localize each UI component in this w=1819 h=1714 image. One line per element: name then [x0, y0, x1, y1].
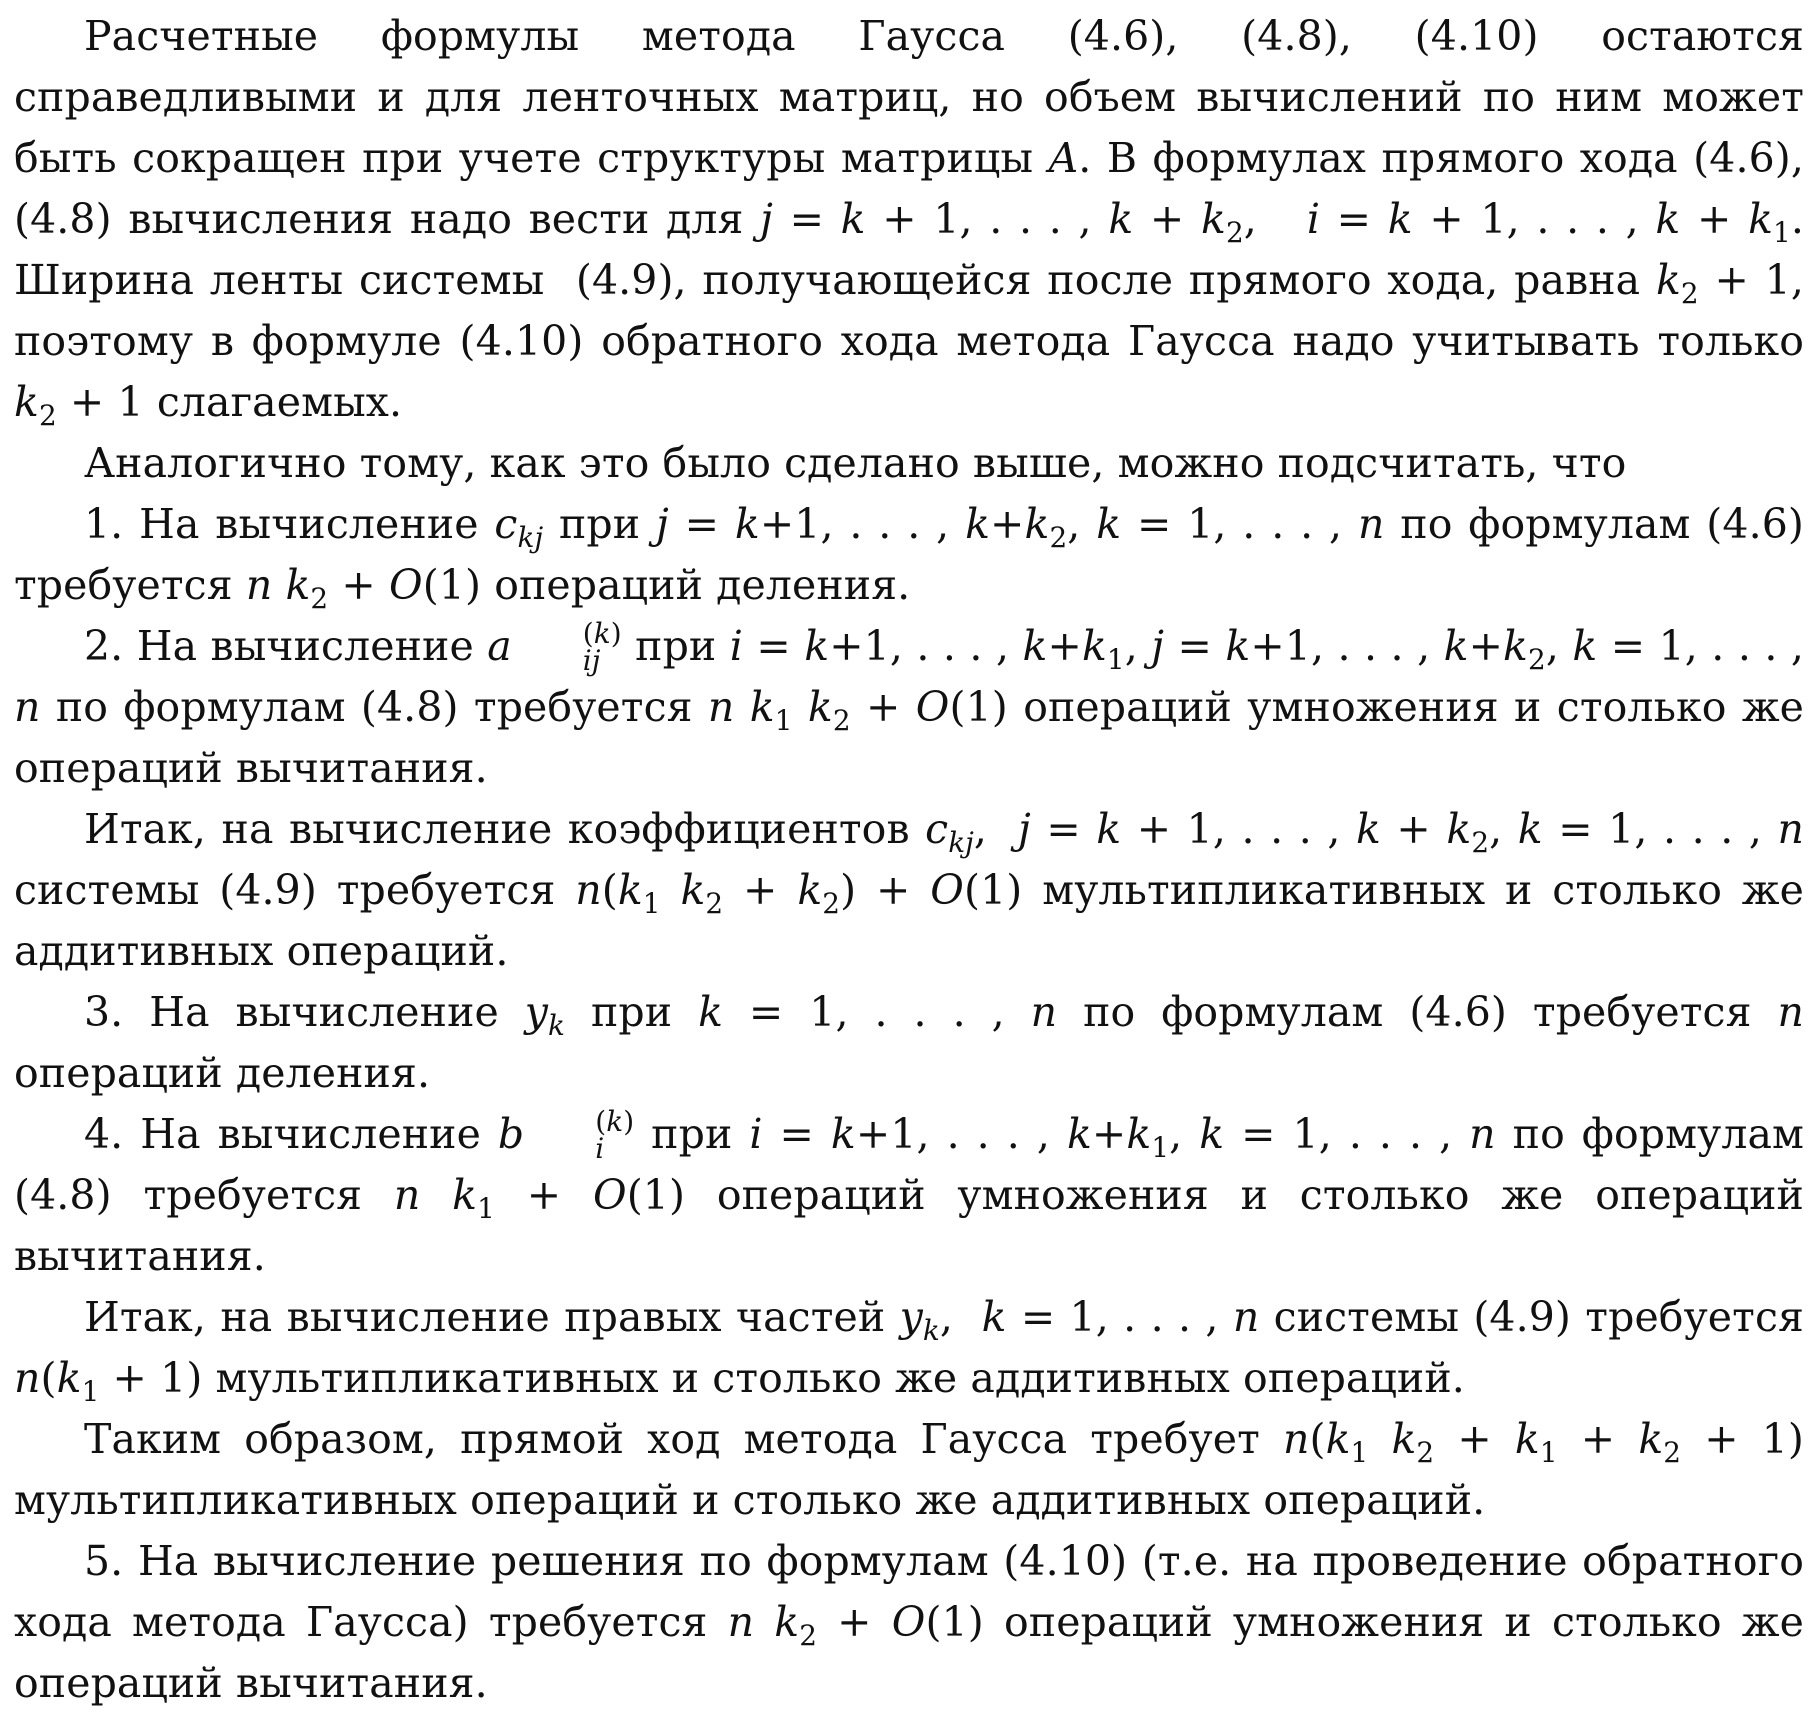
paragraph-item-4: 4. На вычисление b (k) i при i = k+1, . . . , $k+k_1$, k = 1, . . . , n по формулам (4.8) требуется n $k_1 + O(1)$ операций умножения и столько же операций вычитания. [14, 1105, 1805, 1280]
paragraph-summary-coefficients: Итак, на вычисление коэффициентов $c_{kj}$, j = k + 1, . . . , $k + k_2$, k = 1, . . . , n системы (4.9) требуется $n(k_1$ $k_2 + k_2) + O(1)$ мультипликативных и столько же аддитивных операций. [14, 805, 1804, 975]
paragraph-item-1: 1. На вычисление $c_{kj}$ при j = k+1, . . . , $k+k_2$, k = 1, . . . , n по формулам (4.6) требуется n $k_2 + O(1)$ операций деления. [14, 500, 1804, 616]
paragraph-summary-right-parts: Итак, на вычисление правых частей $y_k$, k = 1, . . . , n системы (4.9) требуется $n(k_1 + 1)$ мультипликативных и столько же аддитивных операций. [14, 1293, 1804, 1409]
paragraph-forward-total: Таким образом, прямой ход метода Гаусса требует $n(k_1$ $k_2 + k_1 + k_2 + 1$) мультипликативных операций и столько же аддитивных операций. [14, 1415, 1805, 1524]
paragraph-item-5: 5. На вычисление решения по формулам (4.10) (т.е. на проведение обратного хода метода Гаусса) требуется n $k_2 + O(1)$ операций умножения и столько же операций вычитания. [14, 1537, 1804, 1707]
document-body [14, 6, 1804, 1714]
paragraph-item-2: 2. На вычисление a (k) ij при i = k+1, . . . , $k+k_1$, j = k+1, . . . , $k+k_2$, k = 1, . . . , n по формулам (4.8) требуется n $k_1$ $k_2 + O(1)$ операций умножения и столько же операций вычитания. [14, 617, 1805, 792]
paragraph-intro-count: Аналогично тому, как это было сделано выше, можно подсчитать, что [84, 439, 1627, 487]
paragraph-item-3: 3. На вычисление $y_k$ при k = 1, . . . , n по формулам (4.6) требуется n операций деления. [14, 988, 1805, 1097]
paragraph-gauss-band-formulas: Расчетные формулы метода Гаусса (4.6), (4.8), (4.10) остаются справедливыми и для ленточных матриц, но объем вычислений по ним может быть сокращен при учете структуры матрицы A. В формулах прямого хода (4.6), (4.8) вычисления надо вести для j = k + 1, . . . , $k + k_2$, i = k + 1, . . . , $k + k_1$. Ширина ленты системы (4.9), получающейся после прямого хода, равна $k_2 + 1$, поэтому в формуле (4.10) обратного хода метода Гаусса надо учитывать только $k_2 + 1$ слагаемых. [14, 12, 1805, 433]
